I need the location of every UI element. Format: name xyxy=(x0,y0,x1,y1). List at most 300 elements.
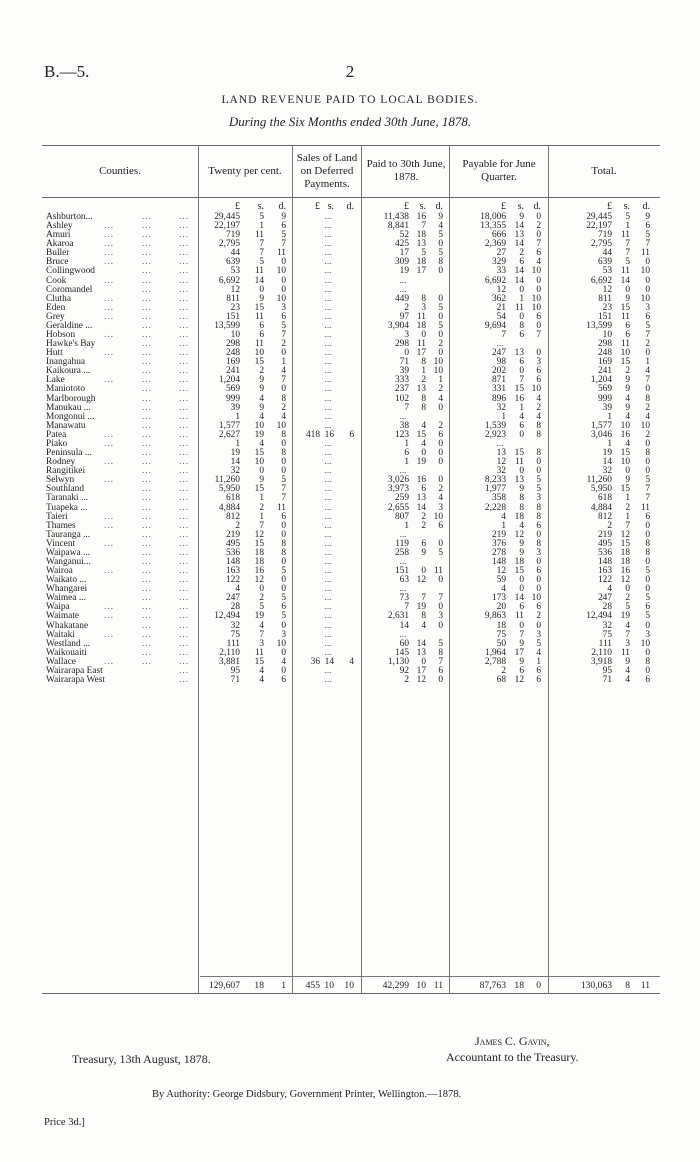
leader-dots: ... xyxy=(179,330,190,341)
leader-dots: ... xyxy=(179,348,190,359)
cell-c5-shillings: 16 xyxy=(620,429,630,440)
leader-dots: ... xyxy=(179,248,190,259)
cell-c3-pence: 5 xyxy=(438,230,443,241)
header-bottom-rule xyxy=(42,197,660,198)
cell-c5-pence: 0 xyxy=(645,284,650,295)
cell-c1-pence: 10 xyxy=(276,420,286,431)
cell-c1-pounds: 22,197 xyxy=(214,221,240,232)
cell-c1-pounds: 241 xyxy=(225,366,240,377)
cell-c4-pence: 3 xyxy=(536,629,541,640)
cell-c5-shillings: 15 xyxy=(620,484,630,495)
table-row xyxy=(0,567,700,576)
cell-c1-pounds: 2 xyxy=(235,520,240,531)
leader-dots: ... xyxy=(142,411,153,422)
leader-dots: ... xyxy=(179,602,190,613)
cell-c5-pounds: 247 xyxy=(597,593,612,604)
cell-c4-shillings: 1 xyxy=(519,293,524,304)
empty-cell-mark: ... xyxy=(399,284,407,295)
cell-c1-pence: 0 xyxy=(281,275,286,286)
cell-c4-shillings: 14 xyxy=(514,593,524,604)
empty-cell-mark: ... xyxy=(324,529,332,540)
cell-c1-shillings: 9 xyxy=(259,384,264,395)
cell-c3-pence: 7 xyxy=(438,593,443,604)
table-row xyxy=(0,458,700,467)
cell-c5-pence: 8 xyxy=(645,656,650,667)
county-name: Taieri xyxy=(46,511,68,522)
leader-dots: ... xyxy=(142,502,153,513)
cell-c4-shillings: 7 xyxy=(519,629,524,640)
county-name: Waimate xyxy=(46,611,80,622)
cell-c3-shillings: 17 xyxy=(416,348,426,359)
unit-c1-pounds: £ xyxy=(235,201,240,212)
leader-dots: ... xyxy=(104,257,115,268)
cell-c2-shillings: 16 xyxy=(324,429,334,440)
empty-cell-mark: ... xyxy=(496,339,504,350)
cell-c4-pounds: 18,006 xyxy=(480,212,506,222)
leader-dots: ... xyxy=(142,484,153,495)
cell-c5-shillings: 11 xyxy=(620,311,630,322)
cell-c4-shillings: 0 xyxy=(519,311,524,322)
leader-dots: ... xyxy=(179,629,190,640)
cell-c5-shillings: 9 xyxy=(625,656,630,667)
cell-c3-pence: 0 xyxy=(438,538,443,549)
cell-c4-pounds: 376 xyxy=(491,538,506,549)
cell-c4-pence: 7 xyxy=(536,330,541,341)
leader-dots: ... xyxy=(104,438,115,449)
cell-c5-pounds: 812 xyxy=(597,511,612,522)
empty-cell-mark: ... xyxy=(324,366,332,377)
leader-dots: ... xyxy=(142,429,153,440)
cell-c5-shillings: 0 xyxy=(625,584,630,595)
cell-c3-pence: 4 xyxy=(438,493,443,504)
cell-c5-pounds: 39 xyxy=(602,402,612,413)
cell-c3-pounds: 52 xyxy=(399,230,409,241)
cell-c4-pence: 0 xyxy=(536,348,541,359)
leader-dots: ... xyxy=(104,629,115,640)
cell-c5-shillings: 18 xyxy=(620,547,630,558)
empty-cell-mark: ... xyxy=(399,629,407,640)
empty-cell-mark: ... xyxy=(324,556,332,567)
cell-c3-shillings: 2 xyxy=(421,375,426,386)
cell-c4-shillings: 9 xyxy=(519,638,524,649)
cell-c1-shillings: 18 xyxy=(254,556,264,567)
cell-c3-pounds: 1 xyxy=(404,457,409,468)
county-name: Akaroa xyxy=(46,239,74,250)
total-c1-pence: 1 xyxy=(281,980,286,991)
cell-c3-pence: 5 xyxy=(438,638,443,649)
cell-c5-pence: 11 xyxy=(640,502,650,513)
leader-dots: ... xyxy=(142,575,153,586)
cell-c5-pence: 0 xyxy=(645,257,650,268)
cell-c4-shillings: 11 xyxy=(514,302,524,313)
cell-c5-shillings: 11 xyxy=(620,266,630,277)
cell-c5-pounds: 12,494 xyxy=(586,611,612,622)
empty-cell-mark: ... xyxy=(324,302,332,313)
cell-c1-shillings: 11 xyxy=(254,311,264,322)
empty-cell-mark: ... xyxy=(324,212,332,222)
cell-c5-pounds: 2 xyxy=(607,520,612,531)
cell-c1-pence: 0 xyxy=(281,466,286,477)
cell-c3-pounds: 123 xyxy=(394,429,409,440)
cell-c1-shillings: 15 xyxy=(254,302,264,313)
cell-c4-shillings: 0 xyxy=(519,284,524,295)
cell-c3-pence: 0 xyxy=(438,602,443,613)
cell-c3-shillings: 17 xyxy=(416,266,426,277)
cell-c1-pounds: 12,494 xyxy=(214,611,240,622)
cell-c4-pounds: 2,923 xyxy=(484,429,506,440)
cell-c1-shillings: 6 xyxy=(259,320,264,331)
cell-c3-pounds: 73 xyxy=(399,593,409,604)
cell-c5-pounds: 163 xyxy=(597,566,612,577)
cell-c1-pence: 7 xyxy=(281,493,286,504)
county-name: Patea xyxy=(46,429,67,440)
cell-c3-shillings: 7 xyxy=(421,221,426,232)
cell-c3-shillings: 8 xyxy=(421,293,426,304)
cell-c4-pence: 0 xyxy=(536,620,541,631)
cell-c1-shillings: 9 xyxy=(259,375,264,386)
table-title: LAND REVENUE PAID TO LOCAL BODIES. xyxy=(221,94,479,106)
cell-c4-pounds: 12 xyxy=(496,457,506,468)
cell-c5-pounds: 536 xyxy=(597,547,612,558)
cell-c3-pence: 0 xyxy=(438,239,443,250)
cell-c4-shillings: 17 xyxy=(514,647,524,658)
cell-c1-shillings: 15 xyxy=(254,357,264,368)
cell-c4-pence: 4 xyxy=(536,411,541,422)
county-name: Westland ... xyxy=(46,638,91,649)
total-c2-pounds: 455 xyxy=(305,980,320,991)
cell-c4-pounds: 12 xyxy=(496,566,506,577)
empty-cell-mark: ... xyxy=(324,638,332,649)
cell-c3-shillings: 18 xyxy=(416,230,426,241)
empty-cell-mark: ... xyxy=(324,384,332,395)
cell-c1-shillings: 1 xyxy=(259,511,264,522)
total-c3-shillings: 10 xyxy=(416,980,426,991)
cell-c3-pounds: 8,841 xyxy=(387,221,409,232)
unit-c1-pence: d. xyxy=(278,201,286,212)
county-name: Thames xyxy=(46,520,76,531)
cell-c1-shillings: 18 xyxy=(254,547,264,558)
empty-cell-mark: ... xyxy=(324,448,332,459)
leader-dots: ... xyxy=(179,656,190,667)
cell-c5-pence: 0 xyxy=(645,620,650,631)
cell-c4-shillings: 2 xyxy=(519,248,524,259)
empty-cell-mark: ... xyxy=(324,493,332,504)
cell-c5-pence: 8 xyxy=(645,448,650,459)
cell-c5-pounds: 32 xyxy=(602,466,612,477)
cell-c3-pence: 0 xyxy=(438,438,443,449)
cell-c5-shillings: 9 xyxy=(625,375,630,386)
leader-dots: ... xyxy=(179,538,190,549)
cell-c1-pounds: 11,260 xyxy=(214,475,240,486)
cell-c3-pounds: 2 xyxy=(404,674,409,685)
cell-c1-shillings: 5 xyxy=(259,212,264,222)
cell-c1-shillings: 15 xyxy=(254,484,264,495)
cell-c4-pence: 10 xyxy=(531,293,541,304)
cell-c5-pounds: 23 xyxy=(602,302,612,313)
county-name: Whangarei xyxy=(46,584,88,595)
cell-c3-pounds: 7 xyxy=(404,402,409,413)
unit-c1-shillings: s. xyxy=(257,201,264,212)
cell-c4-pounds: 896 xyxy=(491,393,506,404)
cell-c1-pence: 0 xyxy=(281,257,286,268)
cell-c1-pounds: 13,599 xyxy=(214,320,240,331)
county-name: Collingwood xyxy=(46,266,95,277)
cell-c5-pounds: 44 xyxy=(602,248,612,259)
cell-c5-pounds: 75 xyxy=(602,629,612,640)
leader-dots: ... xyxy=(104,311,115,322)
cell-c3-shillings: 2 xyxy=(421,511,426,522)
cell-c4-pounds: 331 xyxy=(491,384,506,395)
leader-dots: ... xyxy=(179,493,190,504)
cell-c5-shillings: 10 xyxy=(620,420,630,431)
cell-c4-pounds: 21 xyxy=(496,302,506,313)
leader-dots: ... xyxy=(179,457,190,468)
unit-c5-pounds: £ xyxy=(607,201,612,212)
county-name: Bruce xyxy=(46,257,69,268)
cell-c3-pence: 4 xyxy=(438,393,443,404)
cell-c3-pence: 6 xyxy=(438,429,443,440)
cell-c1-shillings: 4 xyxy=(259,674,264,685)
cell-c1-pounds: 4 xyxy=(235,584,240,595)
cell-c1-shillings: 16 xyxy=(254,566,264,577)
leader-dots: ... xyxy=(142,339,153,350)
leader-dots: ... xyxy=(179,357,190,368)
cell-c3-shillings: 5 xyxy=(421,248,426,259)
cell-c5-shillings: 12 xyxy=(620,575,630,586)
cell-c4-pounds: 12 xyxy=(496,284,506,295)
table-row xyxy=(0,585,700,594)
cell-c3-pounds: 298 xyxy=(394,339,409,350)
leader-dots: ... xyxy=(142,330,153,341)
cell-c5-pounds: 111 xyxy=(598,638,612,649)
cell-c5-pence: 6 xyxy=(645,221,650,232)
cell-c4-shillings: 6 xyxy=(519,330,524,341)
cell-c5-pence: 10 xyxy=(640,420,650,431)
cell-c4-shillings: 15 xyxy=(514,384,524,395)
cell-c1-shillings: 4 xyxy=(259,438,264,449)
total-c2-shillings: 10 xyxy=(324,980,334,991)
cell-c1-pounds: 32 xyxy=(230,466,240,477)
county-name: Peninsula ... xyxy=(46,448,92,459)
col-header-sales-deferred: Sales of Land on Deferred Payments. xyxy=(296,151,358,190)
empty-cell-mark: ... xyxy=(324,248,332,259)
empty-cell-mark: ... xyxy=(324,330,332,341)
cell-c3-shillings: 14 xyxy=(416,638,426,649)
unit-c3-pounds: £ xyxy=(404,201,409,212)
leader-dots: ... xyxy=(179,611,190,622)
cell-c5-pounds: 248 xyxy=(597,348,612,359)
cell-c3-pence: 0 xyxy=(438,475,443,486)
totals-rule xyxy=(200,976,660,977)
cell-c4-pounds: 54 xyxy=(496,311,506,322)
cell-c5-pence: 3 xyxy=(645,302,650,313)
cell-c1-pounds: 1,204 xyxy=(218,375,240,386)
unit-c3-shillings: s. xyxy=(419,201,426,212)
cell-c1-pounds: 5,950 xyxy=(218,484,240,495)
cell-c4-pence: 10 xyxy=(531,593,541,604)
cell-c5-pence: 7 xyxy=(645,493,650,504)
unit-c5-shillings: s. xyxy=(623,201,630,212)
total-c3-pounds: 42,299 xyxy=(382,980,409,991)
cell-c4-pounds: 59 xyxy=(496,575,506,586)
cell-c1-pence: 0 xyxy=(281,556,286,567)
cell-c1-pounds: 75 xyxy=(230,629,240,640)
cell-c1-pounds: 247 xyxy=(225,593,240,604)
table-row xyxy=(0,549,700,558)
leader-dots: ... xyxy=(142,511,153,522)
cell-c1-pounds: 6,692 xyxy=(218,275,240,286)
cell-c3-shillings: 15 xyxy=(416,429,426,440)
leader-dots: ... xyxy=(142,248,153,259)
county-name: Wanganui... xyxy=(46,556,91,567)
county-name: Rangitikei xyxy=(46,466,86,477)
county-name: Cook xyxy=(46,275,67,286)
empty-cell-mark: ... xyxy=(324,620,332,631)
cell-c3-pounds: 425 xyxy=(394,239,409,250)
cell-c4-pence: 0 xyxy=(536,575,541,586)
cell-c5-pence: 0 xyxy=(645,584,650,595)
cell-c1-pence: 6 xyxy=(281,602,286,613)
cell-c3-shillings: 19 xyxy=(416,457,426,468)
document-reference: B.—5. xyxy=(44,62,90,81)
cell-c1-pence: 11 xyxy=(276,248,286,259)
leader-dots: ... xyxy=(142,438,153,449)
cell-c5-shillings: 4 xyxy=(625,438,630,449)
empty-cell-mark: ... xyxy=(324,475,332,486)
leader-dots: ... xyxy=(179,275,190,286)
leader-dots: ... xyxy=(142,629,153,640)
cell-c3-pounds: 60 xyxy=(399,638,409,649)
cell-c1-shillings: 6 xyxy=(259,330,264,341)
cell-c1-pence: 4 xyxy=(281,366,286,377)
cell-c3-pence: 1 xyxy=(438,375,443,386)
empty-cell-mark: ... xyxy=(324,348,332,359)
cell-c1-pence: 2 xyxy=(281,402,286,413)
leader-dots: ... xyxy=(179,584,190,595)
cell-c1-pounds: 44 xyxy=(230,248,240,259)
cell-c1-pounds: 1,577 xyxy=(218,420,240,431)
cell-c4-pounds: 219 xyxy=(491,529,506,540)
cell-c5-shillings: 6 xyxy=(625,330,630,341)
cell-c4-pounds: 278 xyxy=(491,547,506,558)
cell-c5-shillings: 4 xyxy=(625,620,630,631)
cell-c5-pence: 5 xyxy=(645,475,650,486)
empty-cell-mark: ... xyxy=(324,502,332,513)
cell-c5-pounds: 719 xyxy=(597,230,612,241)
cell-c3-pence: 8 xyxy=(438,647,443,658)
cell-c5-shillings: 7 xyxy=(625,248,630,259)
table-row xyxy=(0,485,700,494)
leader-dots: ... xyxy=(104,429,115,440)
cell-c5-shillings: 2 xyxy=(625,502,630,513)
cell-c3-pence: 6 xyxy=(438,665,443,676)
cell-c1-pounds: 219 xyxy=(225,529,240,540)
cell-c5-pence: 0 xyxy=(645,384,650,395)
cell-c5-pounds: 618 xyxy=(597,493,612,504)
leader-dots: ... xyxy=(104,475,115,486)
leader-dots: ... xyxy=(142,348,153,359)
cell-c5-pence: 6 xyxy=(645,311,650,322)
cell-c4-pence: 6 xyxy=(536,248,541,259)
cell-c5-pounds: 1 xyxy=(607,438,612,449)
empty-cell-mark: ... xyxy=(399,556,407,567)
empty-cell-mark: ... xyxy=(399,466,407,477)
leader-dots: ... xyxy=(142,375,153,386)
cell-c4-pence: 2 xyxy=(536,402,541,413)
cell-c5-pence: 4 xyxy=(645,366,650,377)
county-name: Kaikoura ... xyxy=(46,366,91,377)
county-name: Maniototo xyxy=(46,384,86,395)
cell-c5-shillings: 11 xyxy=(620,647,630,658)
cell-c4-shillings: 9 xyxy=(519,484,524,495)
cell-c5-pounds: 22,197 xyxy=(586,221,612,232)
cell-c4-pence: 8 xyxy=(536,511,541,522)
unit-c2-shillings: s. xyxy=(327,201,334,212)
leader-dots: ... xyxy=(104,611,115,622)
empty-cell-mark: ... xyxy=(324,402,332,413)
cell-c5-pounds: 4 xyxy=(607,584,612,595)
cell-c1-shillings: 0 xyxy=(259,284,264,295)
cell-c1-pounds: 71 xyxy=(230,674,240,685)
cell-c3-pounds: 151 xyxy=(394,566,409,577)
cell-c5-pence: 4 xyxy=(645,411,650,422)
county-name: Taranaki ... xyxy=(46,493,89,504)
cell-c1-pence: 5 xyxy=(281,230,286,241)
cell-c5-pounds: 1,204 xyxy=(590,375,612,386)
cell-c1-pounds: 148 xyxy=(225,556,240,567)
empty-cell-mark: ... xyxy=(324,230,332,241)
table-row xyxy=(0,658,700,667)
cell-c1-pence: 0 xyxy=(281,384,286,395)
cell-c4-pounds: 98 xyxy=(496,357,506,368)
county-name: Manawatu xyxy=(46,420,86,431)
cell-c4-shillings: 0 xyxy=(519,584,524,595)
leader-dots: ... xyxy=(104,457,115,468)
table-row xyxy=(0,258,700,267)
cell-c1-shillings: 10 xyxy=(254,457,264,468)
cell-c1-pounds: 111 xyxy=(226,638,240,649)
cell-c1-pence: 6 xyxy=(281,221,286,232)
cell-c3-pounds: 0 xyxy=(404,348,409,359)
cell-c4-pounds: 68 xyxy=(496,674,506,685)
cell-c5-shillings: 7 xyxy=(625,629,630,640)
cell-c1-pence: 5 xyxy=(281,611,286,622)
cell-c5-shillings: 6 xyxy=(625,320,630,331)
cell-c1-shillings: 2 xyxy=(259,502,264,513)
cell-c1-shillings: 11 xyxy=(254,339,264,350)
table-subtitle: During the Six Months ended 30th June, 1878. xyxy=(228,114,472,129)
empty-cell-mark: ... xyxy=(324,484,332,495)
cell-c1-pence: 3 xyxy=(281,302,286,313)
leader-dots: ... xyxy=(179,420,190,431)
cell-c4-pounds: 148 xyxy=(491,556,506,567)
cell-c3-shillings: 18 xyxy=(416,257,426,268)
cell-c3-pence: 2 xyxy=(438,339,443,350)
cell-c4-pounds: 871 xyxy=(491,375,506,386)
table-row xyxy=(0,631,700,640)
empty-cell-mark: ... xyxy=(324,266,332,277)
county-name: Clutha xyxy=(46,293,71,304)
cell-c3-pence: 2 xyxy=(438,484,443,495)
cell-c3-shillings: 13 xyxy=(416,493,426,504)
cell-c5-pence: 8 xyxy=(645,547,650,558)
cell-c1-pence: 5 xyxy=(281,593,286,604)
cell-c4-pounds: 32 xyxy=(496,466,506,477)
leader-dots: ... xyxy=(142,402,153,413)
leader-dots: ... xyxy=(179,502,190,513)
cell-c3-pounds: 2 xyxy=(404,302,409,313)
cell-c4-pence: 6 xyxy=(536,566,541,577)
